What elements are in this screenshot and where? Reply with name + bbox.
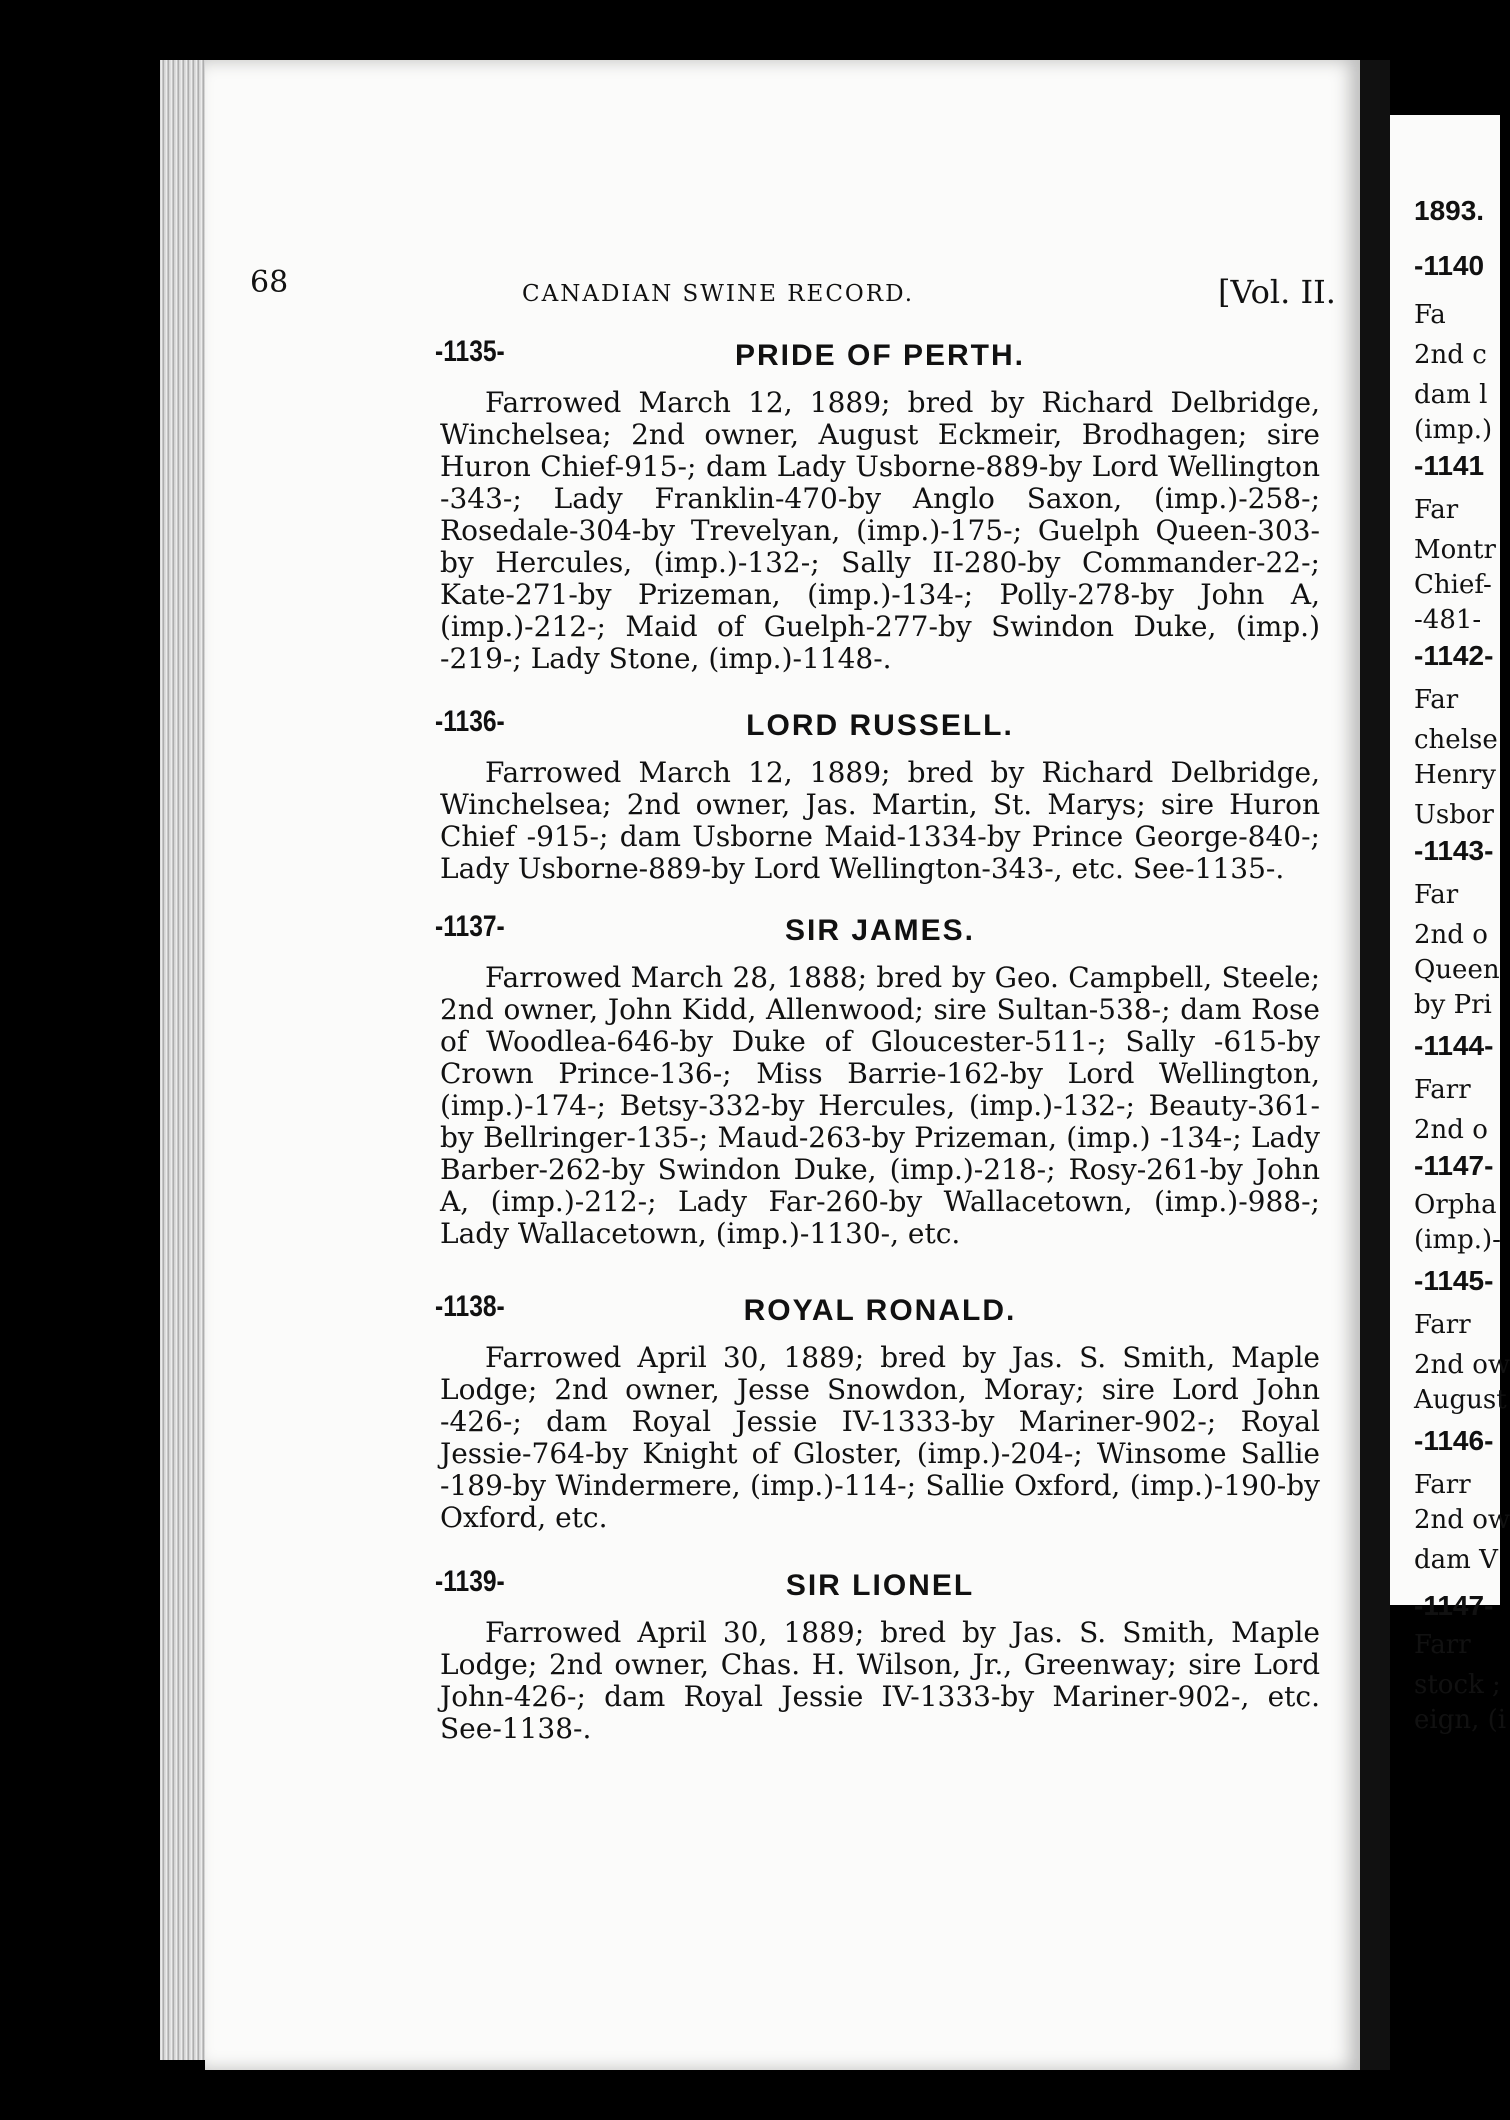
adjacent-page-line: Montr <box>1414 535 1496 565</box>
entry-number: -1138- <box>435 1290 505 1323</box>
adjacent-page-line: 2nd o <box>1414 1115 1488 1145</box>
adjacent-page-line: August <box>1414 1385 1507 1415</box>
page-number: 68 <box>250 265 289 300</box>
adjacent-page-line: Fa <box>1414 300 1446 330</box>
book-gutter <box>1360 60 1390 2070</box>
entry-number: -1135- <box>435 335 505 368</box>
adjacent-page-line: -1146- <box>1414 1425 1494 1456</box>
entry-name: ROYAL RONALD. <box>743 1294 1017 1327</box>
entry-number: -1137- <box>435 910 505 943</box>
record-entry <box>435 1565 1320 1745</box>
adjacent-page-line: Usbor <box>1414 800 1494 830</box>
adjacent-page-line: dam l <box>1414 380 1488 410</box>
adjacent-page-line: Far <box>1414 880 1459 910</box>
adjacent-page-line: Farr <box>1414 1630 1471 1660</box>
adjacent-page-line: -1140 <box>1414 250 1485 281</box>
entry-text: Farrowed March 12, 1889; bred by Richard Delbridge, Winchelsea; 2nd owner, Jas. Martin, St. Marys; sire Huron Chief -915-; dam Usborne Maid-1334-by Prince George-840-; Lady Usborne-889-by Lord Wellington-343-, etc. See-1135-. <box>440 756 1320 885</box>
entry-text: Farrowed April 30, 1889; bred by Jas. S. Smith, Maple Lodge; 2nd owner, Chas. H. Wilson, Jr., Greenway; sire Lord John-426-; dam Royal Jessie IV-1333-by Mariner-902-, etc. See-1138-. <box>440 1616 1320 1745</box>
adjacent-page <box>1390 115 1510 1735</box>
adjacent-page-line: Farr <box>1414 1075 1471 1105</box>
record-entry <box>435 705 1320 885</box>
entry-text: Farrowed April 30, 1889; bred by Jas. S. Smith, Maple Lodge; 2nd owner, Jesse Snowdon, Moray; sire Lord John -426-; dam Royal Jessie IV-1333-by Mariner-902-; Royal Jessie-764-by Knight of Gloster, (imp.)-204-; Winsome Sallie -189-by Windermere, (imp.)-114-; Sallie Oxford, (imp.)-190-by Oxford, etc. <box>440 1341 1320 1534</box>
entry-name: LORD RUSSELL. <box>746 709 1014 742</box>
adjacent-page-line: Farr <box>1414 1310 1471 1340</box>
adjacent-page-line: Queen <box>1414 955 1500 985</box>
record-entry <box>435 910 1320 1250</box>
header-title: CANADIAN SWINE RECORD. <box>522 281 915 307</box>
adjacent-page-line: dam V <box>1414 1545 1498 1575</box>
adjacent-page-line: -1141 <box>1414 450 1485 481</box>
entry-number: -1139- <box>435 1565 505 1598</box>
adjacent-page-line: Far <box>1414 685 1459 715</box>
adjacent-page-line: chelse <box>1414 725 1498 755</box>
adjacent-page-line: (imp.) <box>1414 415 1493 445</box>
adjacent-page-line: 2nd ow <box>1414 1350 1510 1380</box>
adjacent-page-line: 2nd ow <box>1414 1505 1510 1535</box>
adjacent-page-line: -1144- <box>1414 1030 1494 1061</box>
adjacent-page-line: Far <box>1414 495 1459 525</box>
record-entry <box>435 1290 1320 1534</box>
adjacent-page-line: eign, (i <box>1414 1705 1507 1735</box>
volume-label: [Vol. II. <box>1218 273 1336 311</box>
adjacent-page-line: 1893. <box>1414 195 1485 226</box>
adjacent-page-line: -481- <box>1414 605 1482 635</box>
adjacent-page-line: Orpha <box>1414 1190 1497 1220</box>
adjacent-page-line: Chief- <box>1414 570 1492 600</box>
entry-name: PRIDE OF PERTH. <box>734 339 1026 372</box>
adjacent-page-line: -1147- <box>1414 1590 1494 1621</box>
adjacent-page-line: -1143- <box>1414 835 1494 866</box>
adjacent-page-line: stock ; <box>1414 1670 1501 1700</box>
adjacent-page-line: Henry <box>1414 760 1496 790</box>
adjacent-page-line: -1145- <box>1414 1265 1494 1296</box>
record-entry <box>435 335 1320 675</box>
entry-number: -1136- <box>435 705 505 738</box>
entry-name: SIR JAMES. <box>784 914 976 947</box>
entry-text: Farrowed March 28, 1888; bred by Geo. Campbell, Steele; 2nd owner, John Kidd, Allenwood; sire Sultan-538-; dam Rose of Woodlea-646-by Duke of Gloucester-511-; Sally -615-by Crown Prince-136-; Miss Barrie-162-by Lord Wellington, (imp.)-174-; Betsy-332-by Hercules, (imp.)-132-; Beauty-361-by Bellringer-135-; Maud-263-by Prizeman, (imp.) -134-; Lady Barber-262-by Swindon Duke, (imp.)-218-; Rosy-261-by John A, (imp.)-212-; Lady Far-260-by Wallacetown, (imp.)-988-; Lady Wallacetown, (imp.)-1130-, etc. <box>440 961 1320 1250</box>
adjacent-page-line: (imp.)- <box>1414 1225 1501 1255</box>
adjacent-page-line: 2nd c <box>1414 340 1487 370</box>
running-head <box>250 265 1350 315</box>
adjacent-page-line: by Pri <box>1414 990 1492 1020</box>
entry-text: Farrowed March 12, 1889; bred by Richard Delbridge, Winchelsea; 2nd owner, August Eckmeir, Brodhagen; sire Huron Chief-915-; dam Lady Usborne-889-by Lord Wellington -343-; Lady Franklin-470-by Anglo Saxon, (imp.)-258-; Rosedale-304-by Trevelyan, (imp.)-175-; Guelph Queen-303-by Hercules, (imp.)-132-; Sally II-280-by Commander-22-; Kate-271-by Prizeman, (imp.)-134-; Polly-278-by John A, (imp.)-212-; Maid of Guelph-277-by Swindon Duke, (imp.) -219-; Lady Stone, (imp.)-1148-. <box>440 386 1320 675</box>
adjacent-page-line: -1142- <box>1414 640 1494 671</box>
adjacent-page-line: Farr <box>1414 1470 1471 1500</box>
adjacent-page-line: 2nd o <box>1414 920 1488 950</box>
adjacent-page-line: -1147- <box>1414 1150 1494 1181</box>
entry-name: SIR LIONEL <box>785 1569 975 1602</box>
